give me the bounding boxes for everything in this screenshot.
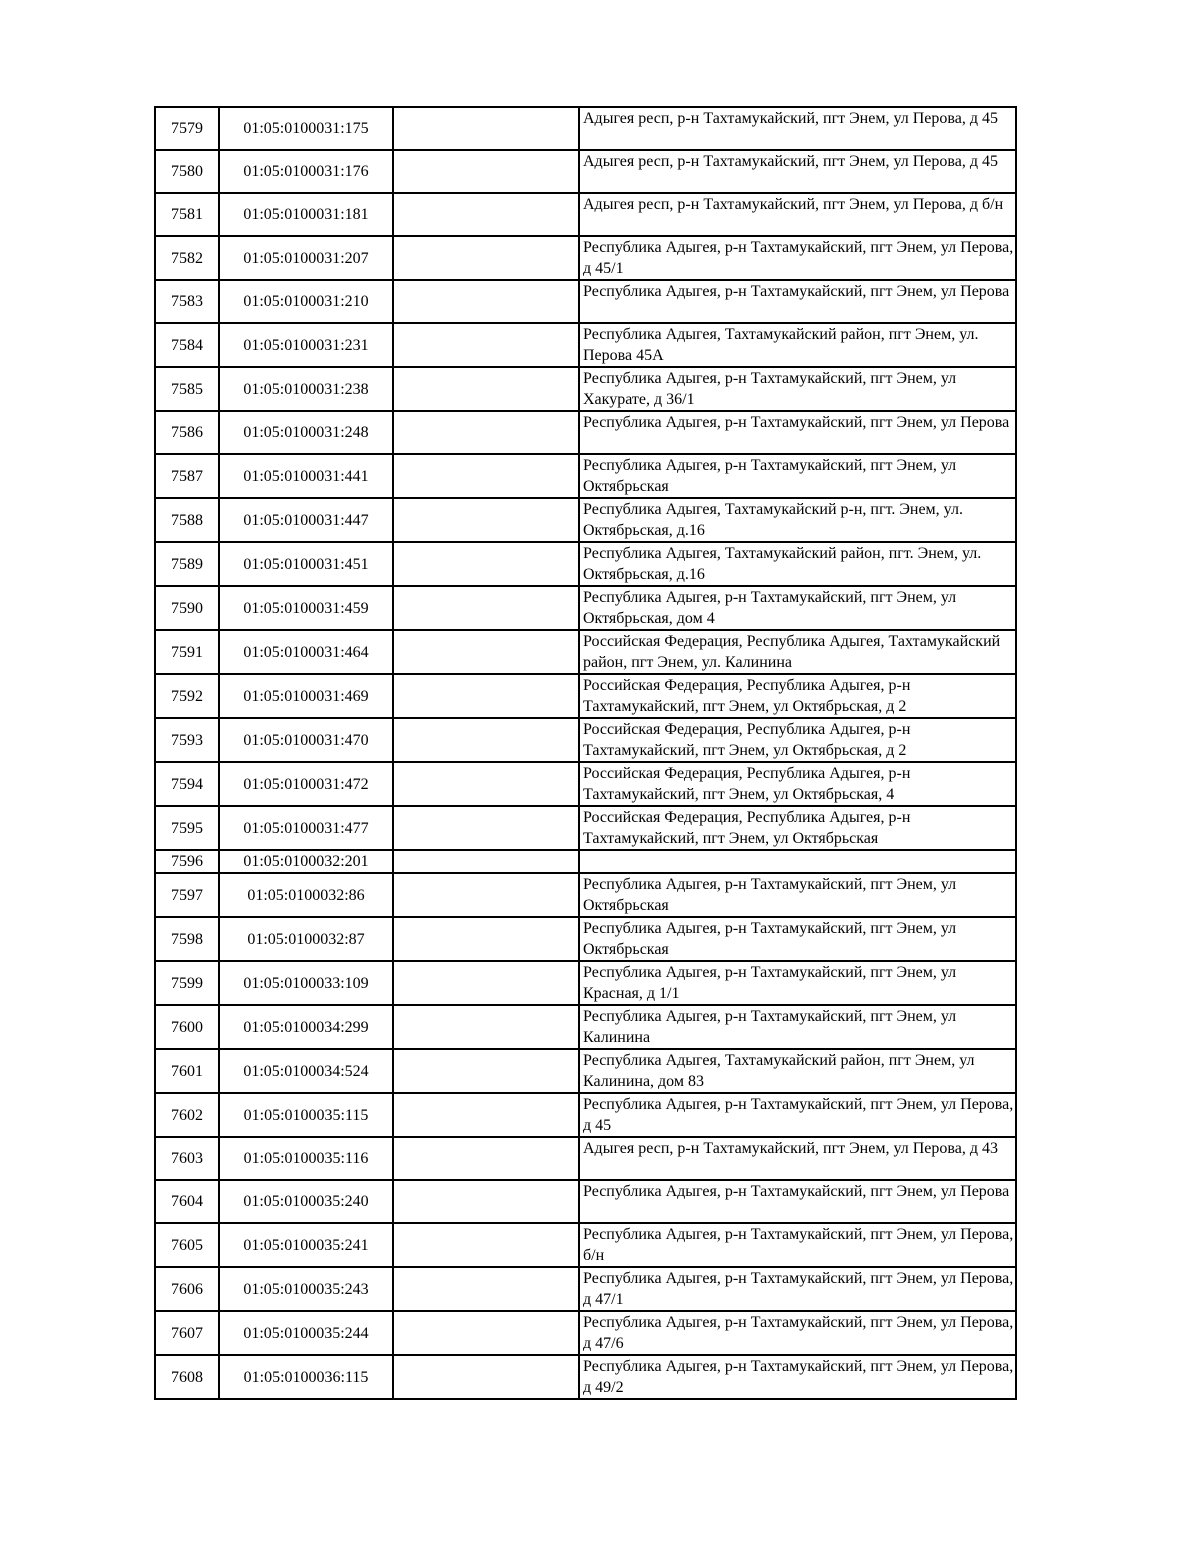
table-row [155, 411, 1016, 454]
cadastral-number-cell: 01:05:0100032:87 [219, 917, 393, 961]
cadastral-number-cell: 01:05:0100031:447 [219, 498, 393, 542]
address-cell: Республика Адыгея, р-н Тахтамукайский, пгт Энем, ул Перова, д 45/1 [579, 236, 1016, 280]
address-cell: Республика Адыгея, р-н Тахтамукайский, пгт Энем, ул Перова, д 49/2 [579, 1355, 1016, 1399]
empty-cell [393, 850, 579, 873]
address-cell: Адыгея респ, р-н Тахтамукайский, пгт Энем, ул Перова, д 43 [579, 1137, 1016, 1180]
cadastral-number-cell: 01:05:0100035:240 [219, 1180, 393, 1223]
row-number-cell: 7592 [155, 674, 219, 718]
row-number-cell: 7589 [155, 542, 219, 586]
empty-cell [393, 1093, 579, 1137]
empty-cell [393, 630, 579, 674]
row-number-cell: 7593 [155, 718, 219, 762]
empty-cell [393, 367, 579, 411]
cadastral-number-cell: 01:05:0100031:459 [219, 586, 393, 630]
cadastral-number-cell: 01:05:0100031:248 [219, 411, 393, 454]
cadastral-number-cell: 01:05:0100035:116 [219, 1137, 393, 1180]
cadastral-number-cell: 01:05:0100035:243 [219, 1267, 393, 1311]
table-row [155, 367, 1016, 411]
row-number-cell: 7582 [155, 236, 219, 280]
table-row [155, 1180, 1016, 1223]
cadastral-number-cell: 01:05:0100031:175 [219, 107, 393, 150]
row-number-cell: 7604 [155, 1180, 219, 1223]
table-row [155, 850, 1016, 873]
table-row [155, 674, 1016, 718]
table-row [155, 542, 1016, 586]
address-cell: Республика Адыгея, Тахтамукайский район, пгт. Энем, ул. Октябрьская, д.16 [579, 542, 1016, 586]
table-row [155, 1137, 1016, 1180]
table-row [155, 917, 1016, 961]
cadastral-number-cell: 01:05:0100031:441 [219, 454, 393, 498]
cadastral-number-cell: 01:05:0100031:238 [219, 367, 393, 411]
cadastral-number-cell: 01:05:0100031:451 [219, 542, 393, 586]
table-row [155, 1049, 1016, 1093]
address-cell: Республика Адыгея, р-н Тахтамукайский, пгт Энем, ул Октябрьская [579, 873, 1016, 917]
cadastral-number-cell: 01:05:0100031:470 [219, 718, 393, 762]
table-row [155, 1223, 1016, 1267]
cadastral-number-cell: 01:05:0100033:109 [219, 961, 393, 1005]
cadastral-number-cell: 01:05:0100031:181 [219, 193, 393, 236]
address-cell: Республика Адыгея, р-н Тахтамукайский, пгт Энем, ул Перова [579, 1180, 1016, 1223]
row-number-cell: 7599 [155, 961, 219, 1005]
empty-cell [393, 718, 579, 762]
cadastral-number-cell: 01:05:0100031:207 [219, 236, 393, 280]
address-cell: Российская Федерация, Республика Адыгея, р-н Тахтамукайский, пгт Энем, ул Октябрьская, 4 [579, 762, 1016, 806]
table-row [155, 762, 1016, 806]
address-cell: Российская Федерация, Республика Адыгея, Тахтамукайский район, пгт Энем, ул. Калинина [579, 630, 1016, 674]
empty-cell [393, 674, 579, 718]
cadastral-number-cell: 01:05:0100031:472 [219, 762, 393, 806]
row-number-cell: 7591 [155, 630, 219, 674]
row-number-cell: 7594 [155, 762, 219, 806]
address-cell: Адыгея респ, р-н Тахтамукайский, пгт Энем, ул Перова, д 45 [579, 107, 1016, 150]
address-cell: Республика Адыгея, р-н Тахтамукайский, пгт Энем, ул Калинина [579, 1005, 1016, 1049]
row-number-cell: 7584 [155, 323, 219, 367]
table-row [155, 1311, 1016, 1355]
empty-cell [393, 1180, 579, 1223]
cadastral-table [154, 106, 1017, 1400]
table-body [155, 107, 1016, 1399]
address-cell: Республика Адыгея, р-н Тахтамукайский, пгт Энем, ул Хакурате, д 36/1 [579, 367, 1016, 411]
table-row [155, 961, 1016, 1005]
address-cell: Республика Адыгея, р-н Тахтамукайский, пгт Энем, ул Октябрьская [579, 917, 1016, 961]
cadastral-number-cell: 01:05:0100035:115 [219, 1093, 393, 1137]
empty-cell [393, 1005, 579, 1049]
table-row [155, 236, 1016, 280]
row-number-cell: 7590 [155, 586, 219, 630]
row-number-cell: 7607 [155, 1311, 219, 1355]
empty-cell [393, 280, 579, 323]
address-cell [579, 850, 1016, 873]
empty-cell [393, 323, 579, 367]
row-number-cell: 7580 [155, 150, 219, 193]
cadastral-number-cell: 01:05:0100035:244 [219, 1311, 393, 1355]
table-row [155, 454, 1016, 498]
table-row [155, 630, 1016, 674]
row-number-cell: 7581 [155, 193, 219, 236]
cadastral-number-cell: 01:05:0100036:115 [219, 1355, 393, 1399]
cadastral-number-cell: 01:05:0100034:524 [219, 1049, 393, 1093]
cadastral-number-cell: 01:05:0100032:86 [219, 873, 393, 917]
address-cell: Республика Адыгея, р-н Тахтамукайский, пгт Энем, ул Перова [579, 280, 1016, 323]
row-number-cell: 7602 [155, 1093, 219, 1137]
row-number-cell: 7606 [155, 1267, 219, 1311]
empty-cell [393, 193, 579, 236]
table-row [155, 323, 1016, 367]
cadastral-number-cell: 01:05:0100034:299 [219, 1005, 393, 1049]
row-number-cell: 7605 [155, 1223, 219, 1267]
empty-cell [393, 150, 579, 193]
address-cell: Республика Адыгея, Тахтамукайский район, пгт Энем, ул. Перова 45А [579, 323, 1016, 367]
cadastral-number-cell: 01:05:0100031:231 [219, 323, 393, 367]
row-number-cell: 7600 [155, 1005, 219, 1049]
empty-cell [393, 1355, 579, 1399]
cadastral-number-cell: 01:05:0100031:176 [219, 150, 393, 193]
row-number-cell: 7583 [155, 280, 219, 323]
cadastral-number-cell: 01:05:0100031:210 [219, 280, 393, 323]
row-number-cell: 7608 [155, 1355, 219, 1399]
address-cell: Адыгея респ, р-н Тахтамукайский, пгт Энем, ул Перова, д 45 [579, 150, 1016, 193]
address-cell: Республика Адыгея, р-н Тахтамукайский, пгт Энем, ул Красная, д 1/1 [579, 961, 1016, 1005]
empty-cell [393, 961, 579, 1005]
address-cell: Республика Адыгея, р-н Тахтамукайский, пгт Энем, ул Перова, д 47/6 [579, 1311, 1016, 1355]
empty-cell [393, 586, 579, 630]
empty-cell [393, 873, 579, 917]
row-number-cell: 7603 [155, 1137, 219, 1180]
row-number-cell: 7595 [155, 806, 219, 850]
row-number-cell: 7601 [155, 1049, 219, 1093]
address-cell: Российская Федерация, Республика Адыгея, р-н Тахтамукайский, пгт Энем, ул Октябрьская, д 2 [579, 718, 1016, 762]
table-row [155, 718, 1016, 762]
address-cell: Республика Адыгея, р-н Тахтамукайский, пгт Энем, ул Перова [579, 411, 1016, 454]
empty-cell [393, 411, 579, 454]
address-cell: Республика Адыгея, р-н Тахтамукайский, пгт Энем, ул Октябрьская [579, 454, 1016, 498]
empty-cell [393, 762, 579, 806]
empty-cell [393, 917, 579, 961]
table-row [155, 1267, 1016, 1311]
address-cell: Республика Адыгея, Тахтамукайский район, пгт Энем, ул Калинина, дом 83 [579, 1049, 1016, 1093]
row-number-cell: 7597 [155, 873, 219, 917]
row-number-cell: 7586 [155, 411, 219, 454]
address-cell: Республика Адыгея, р-н Тахтамукайский, пгт Энем, ул Перова, д 47/1 [579, 1267, 1016, 1311]
empty-cell [393, 1223, 579, 1267]
table-row [155, 498, 1016, 542]
table-row [155, 873, 1016, 917]
row-number-cell: 7579 [155, 107, 219, 150]
empty-cell [393, 236, 579, 280]
row-number-cell: 7588 [155, 498, 219, 542]
row-number-cell: 7585 [155, 367, 219, 411]
empty-cell [393, 1137, 579, 1180]
empty-cell [393, 1311, 579, 1355]
table-row [155, 1005, 1016, 1049]
empty-cell [393, 1267, 579, 1311]
table-row [155, 806, 1016, 850]
table-row [155, 150, 1016, 193]
cadastral-number-cell: 01:05:0100031:469 [219, 674, 393, 718]
address-cell: Республика Адыгея, Тахтамукайский р-н, пгт. Энем, ул. Октябрьская, д.16 [579, 498, 1016, 542]
address-cell: Республика Адыгея, р-н Тахтамукайский, пгт Энем, ул Перова, д 45 [579, 1093, 1016, 1137]
empty-cell [393, 542, 579, 586]
table-row [155, 280, 1016, 323]
empty-cell [393, 107, 579, 150]
row-number-cell: 7587 [155, 454, 219, 498]
table-row [155, 1093, 1016, 1137]
cadastral-number-cell: 01:05:0100031:464 [219, 630, 393, 674]
cadastral-number-cell: 01:05:0100032:201 [219, 850, 393, 873]
row-number-cell: 7598 [155, 917, 219, 961]
table-row [155, 586, 1016, 630]
empty-cell [393, 1049, 579, 1093]
table-row [155, 107, 1016, 150]
address-cell: Российская Федерация, Республика Адыгея, р-н Тахтамукайский, пгт Энем, ул Октябрьская, д 2 [579, 674, 1016, 718]
address-cell: Республика Адыгея, р-н Тахтамукайский, пгт Энем, ул Октябрьская, дом 4 [579, 586, 1016, 630]
address-cell: Адыгея респ, р-н Тахтамукайский, пгт Энем, ул Перова, д б/н [579, 193, 1016, 236]
address-cell: Российская Федерация, Республика Адыгея, р-н Тахтамукайский, пгт Энем, ул Октябрьская [579, 806, 1016, 850]
empty-cell [393, 498, 579, 542]
table-row [155, 1355, 1016, 1399]
row-number-cell: 7596 [155, 850, 219, 873]
address-cell: Республика Адыгея, р-н Тахтамукайский, пгт Энем, ул Перова, б/н [579, 1223, 1016, 1267]
table-row [155, 193, 1016, 236]
empty-cell [393, 806, 579, 850]
empty-cell [393, 454, 579, 498]
cadastral-number-cell: 01:05:0100035:241 [219, 1223, 393, 1267]
cadastral-number-cell: 01:05:0100031:477 [219, 806, 393, 850]
